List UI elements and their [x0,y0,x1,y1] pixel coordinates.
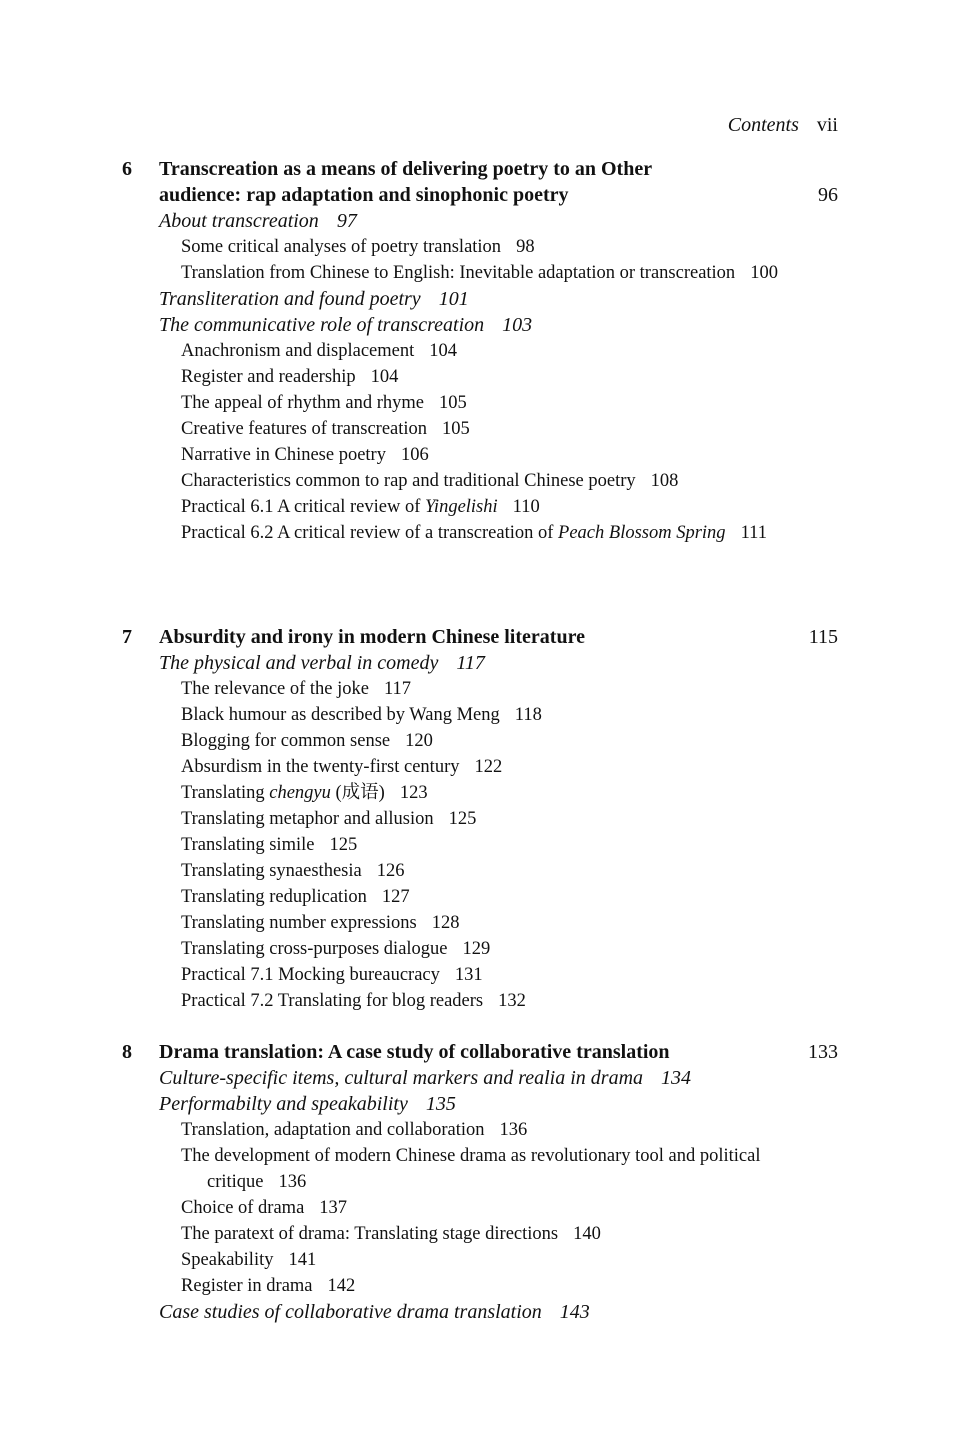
toc-subsection: The development of modern Chinese drama as revolutionary tool and political critique 136 [181,1146,761,1192]
toc-subsection: Practical 7.2 Translating for blog readers 132 [181,991,526,1011]
toc-section: Performabilty and speakability 135 [159,1093,456,1115]
toc-subsection: Practical 6.1 A critical review of Yingelishi 110 [181,497,540,517]
toc-subsection: Black humour as described by Wang Meng 118 [181,705,542,725]
toc-subsection: Blogging for common sense 120 [181,731,433,751]
toc-section: About transcreation 97 [159,210,357,232]
toc-subsection: Creative features of transcreation 105 [181,419,470,439]
toc-subsection: Translating number expressions 128 [181,913,460,933]
toc-section: The physical and verbal in comedy 117 [159,652,485,674]
toc-subsection: Translating reduplication 127 [181,887,410,907]
toc-subsection: Narrative in Chinese poetry 106 [181,445,429,465]
chapter-heading [120,624,840,650]
chapter-title: Absurdity and irony in modern Chinese literature [159,626,585,648]
chapter-page: 96 [818,184,838,206]
chapter-heading [120,156,840,208]
toc-section: Transliteration and found poetry 101 [159,288,469,310]
toc-subsection: Translating synaesthesia 126 [181,861,405,881]
chapter-number: 7 [122,626,132,648]
running-head-page: vii [816,114,838,136]
toc-subsection: Absurdism in the twenty-first century 122 [181,757,503,777]
toc-subsection: Choice of drama 137 [181,1198,348,1218]
toc-subsection: Translating simile 125 [181,835,358,855]
toc-subsection: Translation, adaptation and collaboration 136 [181,1120,528,1140]
toc-subsection: Speakability 141 [181,1250,317,1270]
toc-section: Culture-specific items, cultural markers and realia in drama 134 [159,1067,692,1089]
toc-subsection: Register and readership 104 [181,367,399,387]
chapter-8 [120,1039,840,1325]
toc-subsection: Practical 7.1 Mocking bureaucracy 131 [181,965,483,985]
chapter-heading [120,1039,840,1065]
chapter-number: 8 [122,1041,132,1063]
toc-subsection: The relevance of the joke 117 [181,679,412,699]
running-head [728,114,838,137]
running-head-title: Contents [727,114,799,136]
toc-subsection: Translating cross-purposes dialogue 129 [181,939,491,959]
toc-subsection: Translating metaphor and allusion 125 [181,809,477,829]
toc-subsection: Some critical analyses of poetry translation 98 [181,237,535,257]
toc-subsection: Register in drama 142 [181,1276,356,1296]
toc-subsection: Translation from Chinese to English: Inevitable adaptation or transcreation 100 [181,263,778,283]
toc-subsection: Characteristics common to rap and traditional Chinese poetry 108 [181,471,679,491]
toc-section: Case studies of collaborative drama translation 143 [159,1301,590,1323]
toc-subsection: Anachronism and displacement 104 [181,341,457,361]
toc-subsection: The paratext of drama: Translating stage directions 140 [181,1224,601,1244]
chapter-page: 133 [808,1041,838,1063]
toc-subsection: The appeal of rhythm and rhyme 105 [181,393,467,413]
toc-section: The communicative role of transcreation 103 [159,314,533,336]
chapter-7 [120,624,840,1014]
chapter-page: 115 [808,626,838,648]
chapter-number: 6 [122,158,132,180]
toc-subsection: Practical 6.2 A critical review of a transcreation of Peach Blossom Spring 111 [181,523,767,543]
toc-subsection: Translating chengyu (成语) 123 [181,783,428,803]
chapter-title: Drama translation: A case study of collaborative translation [159,1041,670,1063]
chapter-6 [120,156,840,546]
chapter-title: Transcreation as a means of delivering poetry to an Other audience: rap adaptation and sinophonic poetry [159,158,652,206]
